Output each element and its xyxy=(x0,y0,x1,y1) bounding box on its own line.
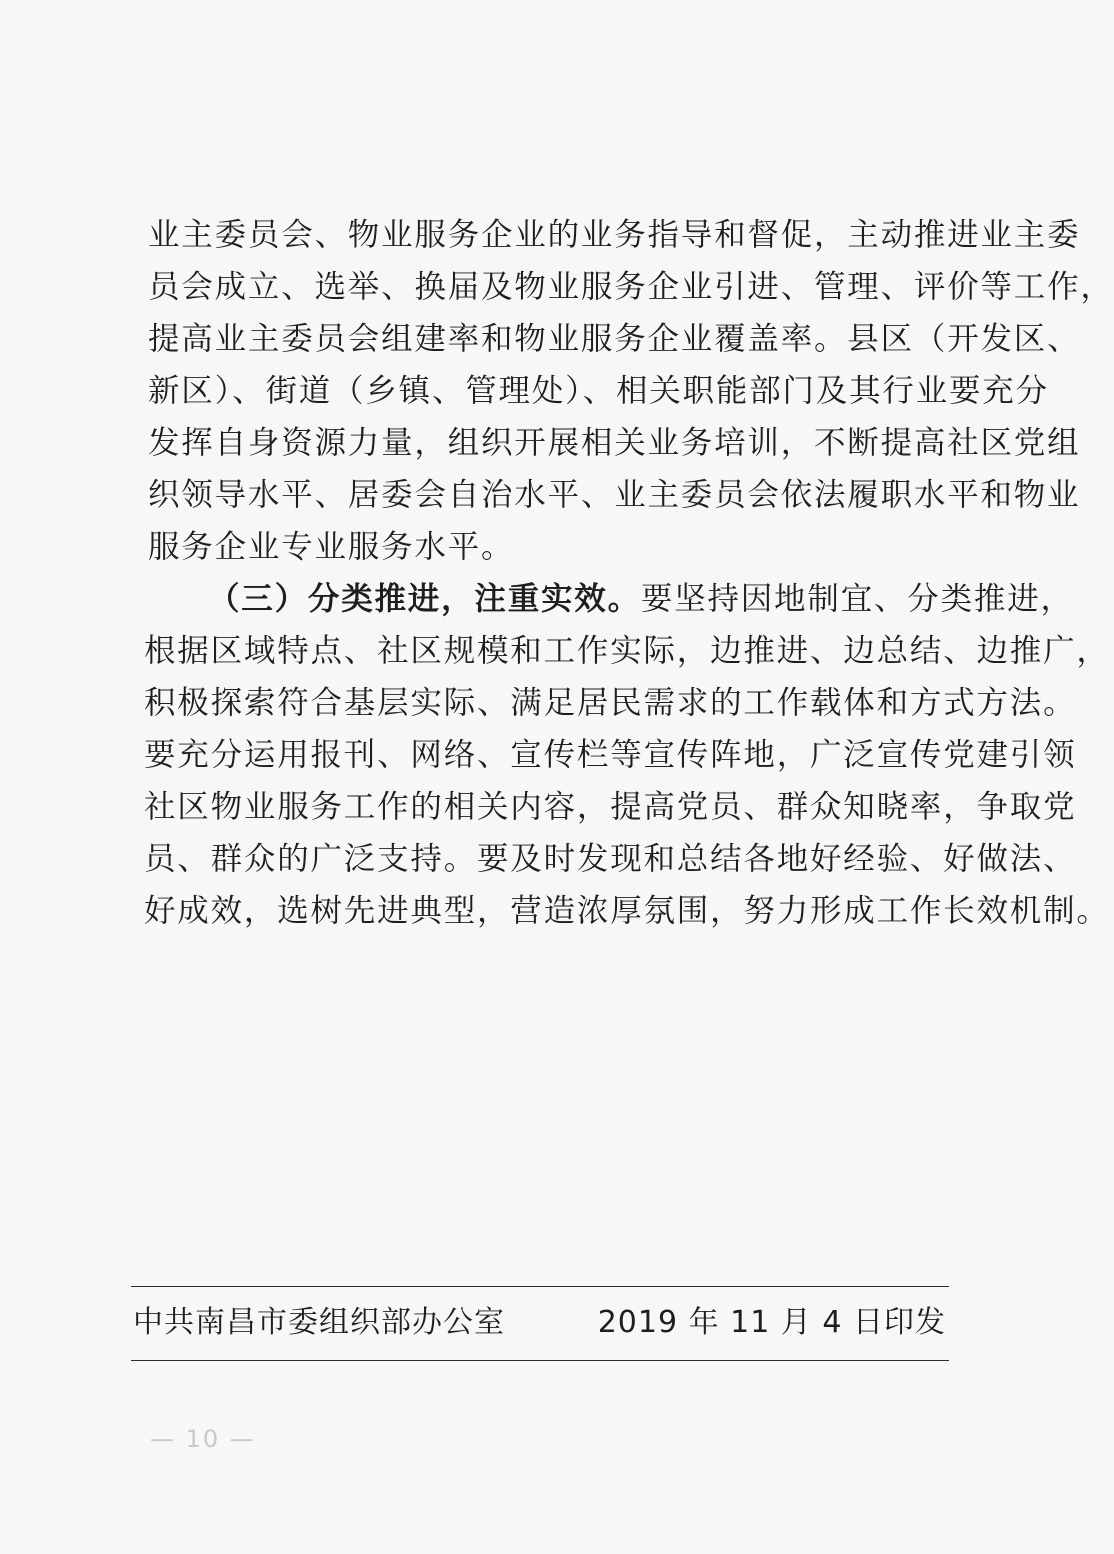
body-paragraph-1 xyxy=(148,209,1114,573)
issue-date: 2019 年 11 月 4 日印发 xyxy=(597,1305,946,1340)
paragraph-line: 新区）、街道（乡镇、管理处）、相关职能部门及其行业要充分 xyxy=(148,373,1049,409)
paragraph-line: 发挥自身资源力量，组织开展相关业务培训，不断提高社区党组 xyxy=(148,425,1081,461)
section-heading: （三）分类推进，注重实效。 xyxy=(208,581,641,617)
paragraph-line: 积极探索符合基层实际、满足居民需求的工作载体和方式方法。 xyxy=(144,685,1077,721)
body-paragraph-2 xyxy=(144,573,1110,937)
paragraph-first-line xyxy=(144,573,1074,625)
footer-top-rule xyxy=(131,1286,949,1287)
paragraph-line: 提高业主委员会组建率和物业服务企业覆盖率。县区（开发区、 xyxy=(148,321,1081,357)
paragraph-line: 员、群众的广泛支持。要及时发现和总结各地好经验、好做法、 xyxy=(144,841,1077,877)
footer-bottom-rule xyxy=(131,1360,949,1361)
page-number: — 10 — xyxy=(150,1425,256,1453)
paragraph-first-line-text: 要坚持因地制宜、分类推进， xyxy=(640,581,1074,617)
paragraph-line: 根据区域特点、社区规模和工作实际，边推进、边总结、边推广， xyxy=(144,633,1110,669)
paragraph-line: 织领导水平、居委会自治水平、业主委员会依法履职水平和物业 xyxy=(148,477,1081,513)
paragraph-line: 业主委员会、物业服务企业的业务指导和督促，主动推进业主委 xyxy=(148,217,1081,253)
paragraph-line: 员会成立、选举、换届及物业服务企业引进、管理、评价等工作， xyxy=(148,269,1114,305)
paragraph-line: 社区物业服务工作的相关内容，提高党员、群众知晓率，争取党 xyxy=(144,789,1077,825)
paragraph-line: 好成效，选树先进典型，营造浓厚氛围，努力形成工作长效机制。 xyxy=(144,893,1110,929)
paragraph-line: 服务企业专业服务水平。 xyxy=(148,529,515,565)
issuer-name: 中共南昌市委组织部办公室 xyxy=(133,1305,505,1340)
paragraph-line: 要充分运用报刊、网络、宣传栏等宣传阵地，广泛宣传党建引领 xyxy=(144,737,1077,773)
